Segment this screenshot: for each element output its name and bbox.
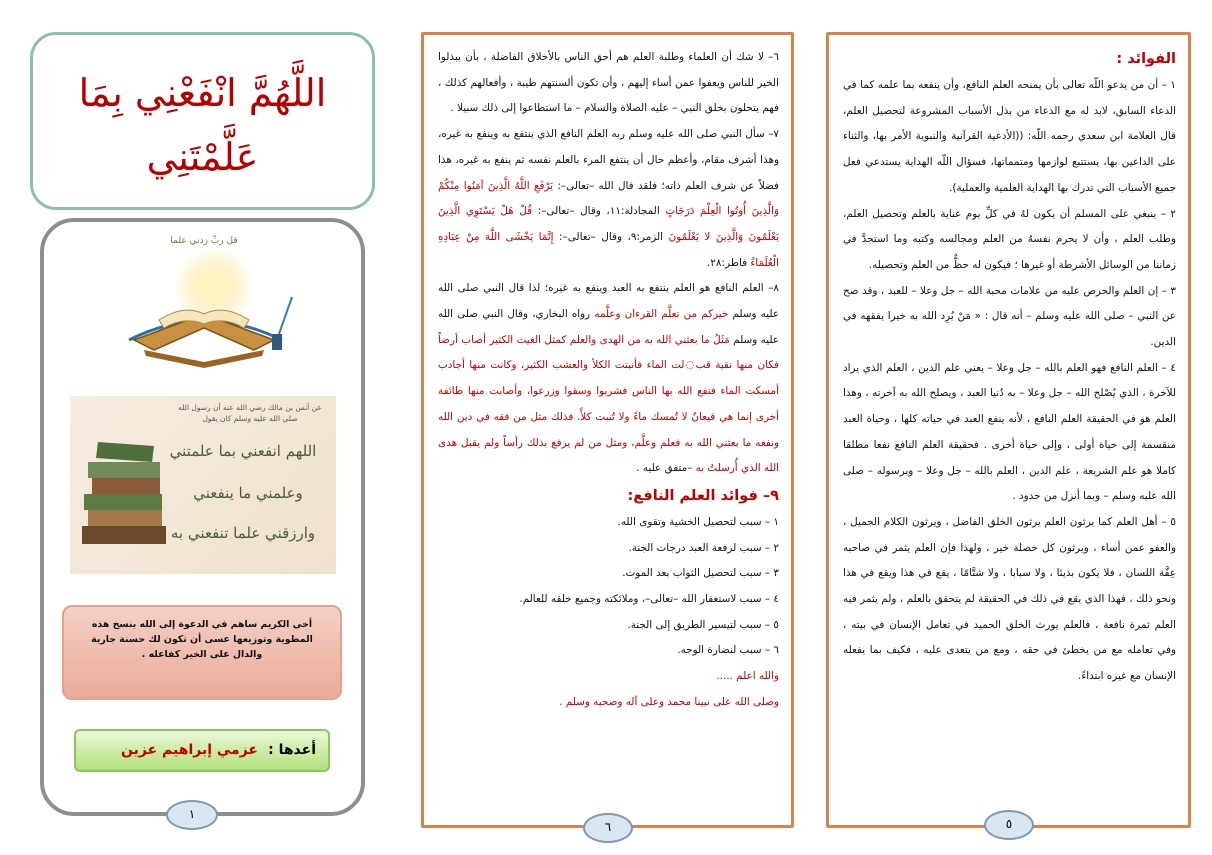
benefit-item: ٣ – سبب لتحصيل الثواب بعد الموت. xyxy=(622,567,779,580)
hadith-intro: عن أنس بن مالك رضي الله عنه أن رسول الله صلى الله عليه وسلم كان يقول xyxy=(178,403,322,423)
hadith-1: خيركم من تعلَّم القرءان وعلَّمه xyxy=(594,308,729,321)
benefit-item: ١ – سبب لتحصيل الخشية وتقوى الله. xyxy=(617,515,779,528)
quran-verse-mujadila: يَرْفَعِ اللَّهُ الَّذِينَ آمَنُوا مِنْكُمْ وَالَّذِينَ أُوتُوا الْعِلْمَ دَرَجَاتٍ xyxy=(438,179,779,218)
author-name: عزمي إبراهيم عزين xyxy=(121,742,258,758)
page-6-text xyxy=(438,45,779,815)
cover-images-frame xyxy=(40,218,365,816)
page-number-5: ٥ xyxy=(984,810,1034,840)
page-5-panel xyxy=(826,32,1191,828)
benefit-paragraph-1: ١ – أن من يدعو اللّه تعالى بأن يمنحه العلم النافع، وأن ينفعه بما علمه كما في الدعاء السابق، لابد له مع الدعاء من بذل الأسباب المشروعة لتحصيل العلم، قال العلامة ابن سعدي رحمه اللّه: ((الأدعية القرآنية والنبوية الأمر بها، والثناء على الداعين بها، يستتبع لوازمها ومتمماتها، فسؤال اللّه الهداية يستدعي فعل جميع الأسباب التي تدرك بها الهداية العلمية والعملية). xyxy=(843,79,1176,194)
point-8 xyxy=(438,276,779,482)
quran-verse-fatir: إِنَّمَا يَخْشَى اللَّهَ مِنْ عِبَادِهِ الْعُلَمَاءُ xyxy=(438,230,779,269)
benefits-of-knowledge-heading: ٩– فوائد العلم النافع: xyxy=(627,487,779,504)
benefit-paragraph-3: ٣ – إن العلم والحرص عليه من علامات محبة الله – جل وعلا – للعبد ، وقد صح عن النبي – صلى الله عليه وسلم – أنه قال : « مَنْ يُرِد الله به خيرا يفقهه في الدين. xyxy=(843,284,1176,349)
dua-line-1: اللهم انفعني بما علمتني xyxy=(169,442,317,460)
point-7 xyxy=(438,122,779,276)
cover-title-line-2: عَلَّمْتَنِي xyxy=(146,135,259,179)
quill-icon xyxy=(279,297,292,334)
cover-title-line-1: اللَّهُمَّ انْفَعْنِي بِمَا xyxy=(78,71,327,115)
arc-caption: قل ربِّ زدني علما xyxy=(170,236,238,246)
dawah-notice xyxy=(62,605,342,700)
closing-allahu-alam: والله اعلم ..... xyxy=(716,670,779,683)
dua-books-picture xyxy=(70,396,336,574)
quran-stand-illustration xyxy=(104,242,304,372)
page-number-6: ٦ xyxy=(583,813,633,843)
dua-line-2: وعلمني ما ينفعني xyxy=(193,484,303,502)
book-icon xyxy=(88,462,160,478)
point-8-mid: رواه البخاري، وقال النبي صلى الله عليه وسلم xyxy=(438,308,779,346)
page-5-text xyxy=(843,45,1176,815)
book-icon xyxy=(88,510,162,526)
point-8-text: ٨– العلم النافع هو العلم ينتفع به العبد وينفع به غيره؛ لذا قال النبي صلى الله عليه وسلم xyxy=(438,282,780,321)
verse-ref-1: المجادلة:١١، وقال –تعالى–: xyxy=(532,205,666,218)
verse-ref-3: فاطر:٢٨. xyxy=(706,256,751,269)
book-icon xyxy=(96,442,154,462)
author-label: أعدها : xyxy=(268,742,316,758)
benefit-paragraph-4: ٤ – العلم النافع فهو العلم بالله – جل وعلا – يعني علم الدين ، العلم الذي يراد للآخرة ، الذي يُصْلح الله – جل وعلا – به دُنيا العبد ، ويصلح الله به آخرته ، وهذا العلم هو في الحقيقة العلم النافع ، لأنه ينفع العبد في حياته كلها ، وحياة العبد منقسمة إلى حياة أولى ، وإلى حياة أخرى . فحقيقة العلم النافع نفعا مطلقا كاملا هو علم الشريعة ، علم الدين ، العلم بالله – جل وعلا – وبرسوله – صلى الله عليه وسلم – وبما أنزل من حدود . xyxy=(843,361,1176,503)
book-icon xyxy=(92,478,160,494)
benefit-paragraph-5: ٥ – أهل العلم كما يرثون العلم يرثون الخلق الفاضل ، ويرثون الكلام الجميل ، والعفو عمن أساء ، ويرثون كل خصلة خير ، ولهذا فإن العلم يثمر في صاحبه عِفَّة اللسان ، فلا يكون بذيئا ، ولا سبابا ، ولا شتَّامًا ، يقع في هذا ويقع في هذا ونحو ذلك ، فهذا الذي يقع في ذلك في الحقيقة لم يتحقق بالعلم ، ولم يثمر فيه العلم ثمرة نافعة ، فالعلم يورث الخلق الحميد في تعامل الإنسان في بيته ، وفي تعامله مع من يخطئ في حقه ، ومع من يتعدى عليه ، فكيف بما يفعله الإنسان مع غيره ابتداءً. xyxy=(843,515,1176,683)
benefit-item: ٥ – سبب لتيسير الطريق إلى الجنة. xyxy=(627,618,779,631)
inkwell-icon xyxy=(272,334,282,350)
point-7-text: ٧– سأل النبي صلى الله عليه وسلم ربه العلم النافع الذي ينتفع به وينفع به غيره، وهذا أشرف مقام، وأعظم حال أن ينتفع المرء بالعلم نفسه ثم ينفع به غيره، هذا فضلاً عن شرف العلم ذاته؛ فلقد قال الله –تعالى–: xyxy=(438,128,779,192)
book-icon xyxy=(84,494,162,510)
verse-ref-2: الزمر:٩، وقال –تعالى–: xyxy=(553,230,669,243)
book-icon xyxy=(82,526,166,544)
author-box xyxy=(74,729,330,772)
dawah-notice-text: أخي الكريم ساهم في الدعوة إلى الله بنسخ هذه المطوية وتوزيعها عسى أن تكون لك حسنة جارية والدال على الخير كفاعله . xyxy=(91,619,313,660)
books-stack-illustration xyxy=(74,432,174,552)
hadith-2: مَثَلُ ما بعثني الله به من الهدى والعلم كمثل الغيث الكثير أصاب أرضاً فكان منها نقية قب◌لت الماء فأنبتت الكلأ والعشب الكثير، وكانت منها أجادب أمسكت الماء فنفع الله بها الناس فشربوا وسقوا وزرعوا، وأصابت منها طائفة أخرى إنما هي قيعانٌ لا تُمسك ماءً ولا تُنبت كلأً. فذلك مثل من فقه في دين الله ونفعه ما بعثني الله به فعلم وعلَّم، ومثل من لم يرفع بذلك رأساً ولم يقبل هدى الله الذي أُرسلتُ به xyxy=(438,333,779,475)
page-number-1: ١ xyxy=(166,800,218,830)
benefits-heading: الفوائد : xyxy=(1116,51,1176,67)
closing-salawat: وصلى الله على نبينا محمد وعلى آله وصحبه وسلم . xyxy=(559,695,779,708)
point-8-end: –متفق عليه . xyxy=(636,462,696,475)
benefit-paragraph-2: ٢ – ينبغي على المسلم أن يكون لهُ في كلِّ يوم عناية بالعلم وتحصيل العلم، وطلب العلم ، وأن لا يحرم نفسهُ من العلم ومجالسه وكتبه وما استجدَّ في زماننا من الوسائل الأشرطة أو غيرها ؛ فيكون له حظٌّ من العلم وتحصيله. xyxy=(843,207,1176,271)
page-6-panel xyxy=(421,32,794,828)
benefit-item: ٦ – سبب لنضارة الوجه. xyxy=(677,644,779,657)
cover-title-box xyxy=(30,32,375,210)
benefit-item: ٤ – سبب لاستغفار الله –تعالى–، وملائكته وجميع خلقه للعالم. xyxy=(519,593,779,606)
dua-line-3: وارزقني علما تنفعني به xyxy=(170,524,316,542)
quran-verse-zumar: قُلْ هَلْ يَسْتَوِي الَّذِينَ يَعْلَمُونَ وَالَّذِينَ لا يَعْلَمُونَ xyxy=(438,205,779,243)
benefit-item: ٢ – سبب لرفعة العبد درجات الجنة. xyxy=(628,541,779,554)
stand-base-icon xyxy=(144,350,264,368)
point-6: ٦– لا شك أن العلماء وطلبة العلم هم أحق الناس بالأخلاق الفاضلة ، بأن يبذلوا الخير للناس ويعفوا عمن أساء إليهم ، وأن تكون ألسنتهم طيبة ، وأفعالهم كذلك ، فهم يتحلون بخلق النبي – عليه الصلاة والسلام – ما استطاعوا إلى ذلك سبيلا . xyxy=(438,51,779,115)
